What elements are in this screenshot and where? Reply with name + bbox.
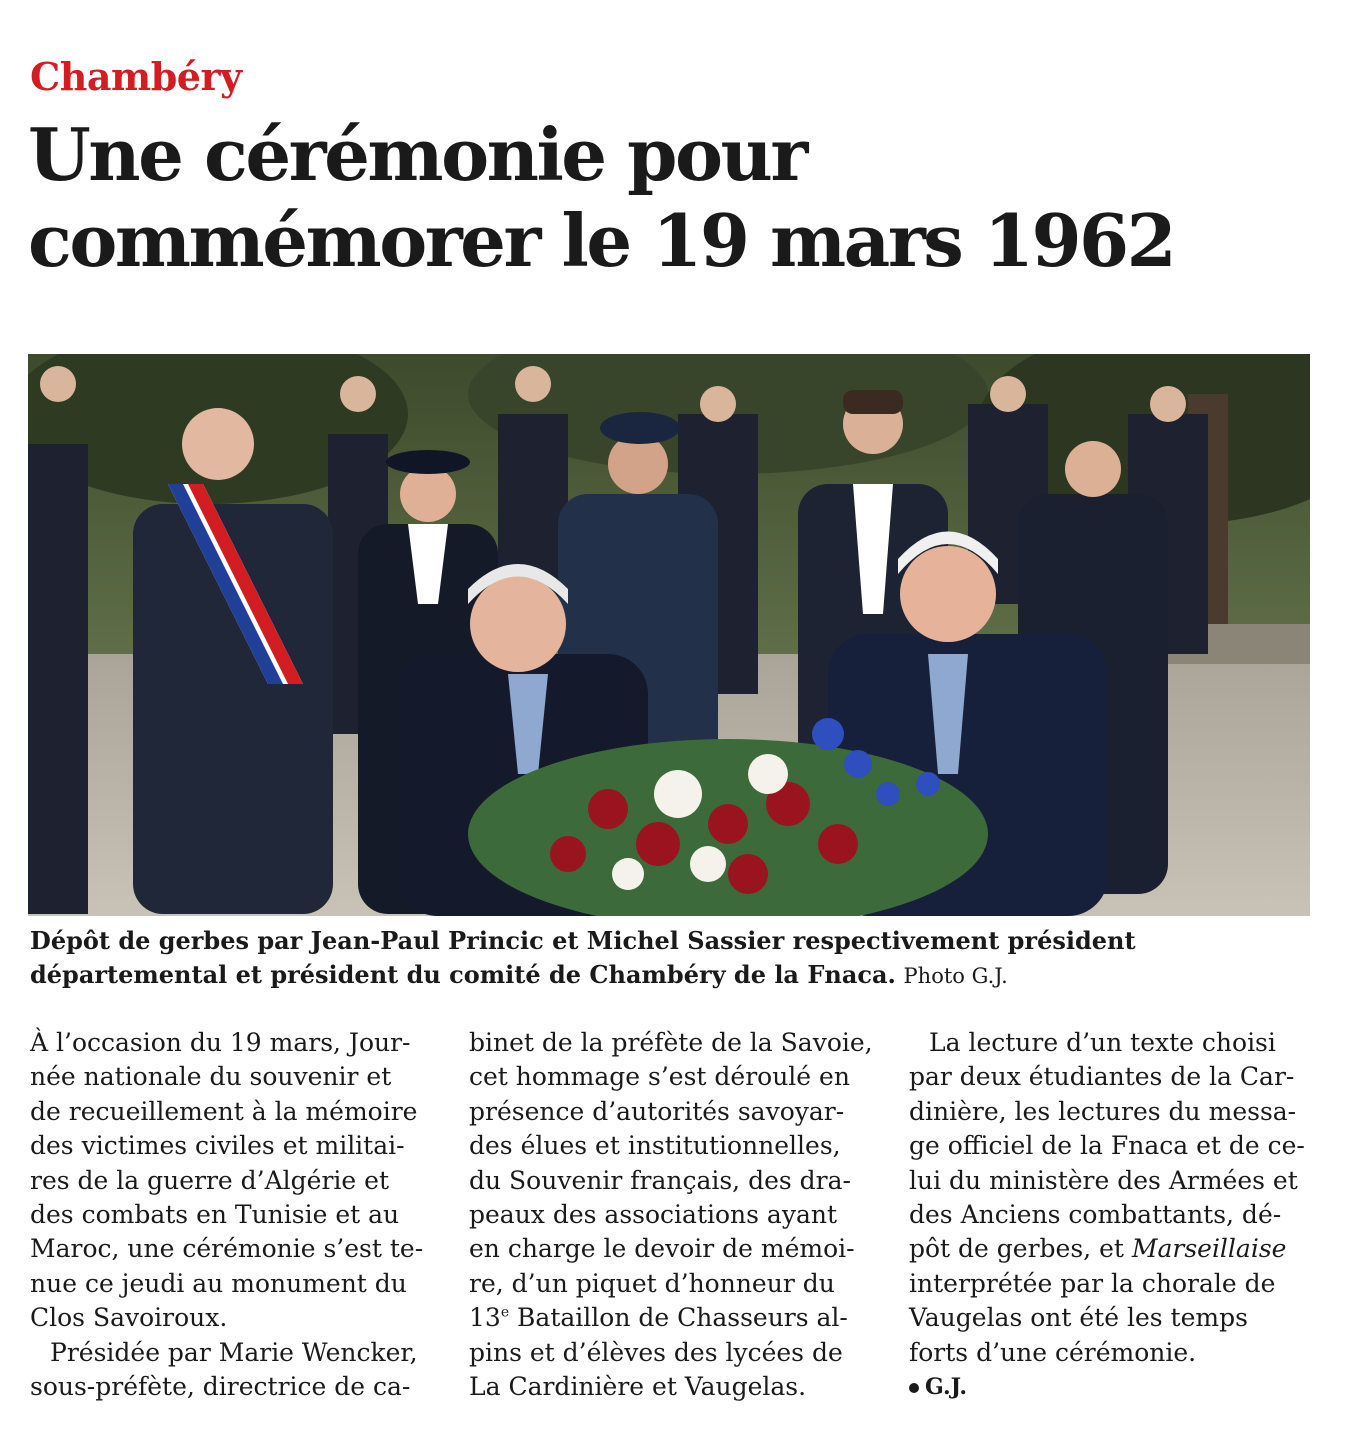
caption-text: Dépôt de gerbes par Jean-Paul Princic et Michel Sassier respectivement président départemental et président du comité de Chambéry de la Fnaca. [30, 926, 1136, 989]
body-line: Vaugelas ont été les temps [909, 1303, 1248, 1333]
body-line: nue ce jeudi au monument du [30, 1268, 407, 1298]
body-line: des Anciens combattants, dé- [909, 1200, 1282, 1230]
headline-line-1: Une cérémonie pour [28, 112, 806, 197]
italic-title: Marseillaise [1131, 1234, 1287, 1264]
body-line: pins et d’élèves des lycées de [469, 1337, 843, 1367]
bullet-icon [909, 1383, 919, 1393]
body-line: des élues et institutionnelles, [469, 1131, 841, 1161]
body-line: en charge le devoir de mémoi- [469, 1234, 855, 1264]
body-line: des victimes civiles et militai- [30, 1131, 405, 1161]
body-line: Clos Savoiroux. [30, 1303, 228, 1333]
byline-text: G.J. [925, 1374, 968, 1401]
body-line: La lecture d’un texte choisi [929, 1028, 1276, 1057]
body-line: Maroc, une cérémonie s’est te- [30, 1234, 424, 1264]
ceremony-photo-illustration [28, 354, 1310, 916]
body-line: res de la guerre d’Algérie et [30, 1165, 389, 1195]
body-line: Présidée par Marie Wencker, [50, 1337, 418, 1367]
body-line: dinière, les lectures du messa- [909, 1096, 1297, 1126]
body-line: de recueillement à la mémoire [30, 1096, 418, 1126]
body-line: des combats en Tunisie et au [30, 1200, 400, 1230]
body-line: binet de la préfète de la Savoie, [469, 1028, 873, 1057]
body-line: du Souvenir français, des dra- [469, 1165, 851, 1195]
body-line [909, 1232, 1309, 1266]
body-line: interprétée par la chorale de [909, 1268, 1276, 1298]
body-column-2 [469, 1026, 873, 1404]
body-line: présence d’autorités savoyar- [469, 1096, 845, 1126]
body-line: par deux étudiantes de la Car- [909, 1062, 1295, 1092]
body-line: re, d’un piquet d’honneur du [469, 1268, 835, 1298]
body-line: La Cardinière et Vaugelas. [469, 1372, 807, 1402]
body-line: sous-préfète, directrice de ca- [30, 1372, 411, 1402]
ordinal-number: 13 [469, 1303, 501, 1333]
ordinal-superscript: e [500, 1304, 510, 1321]
body-line: cet hommage s’est déroulé en [469, 1062, 850, 1092]
body-line: née nationale du souvenir et [30, 1062, 392, 1092]
body-line: lui du ministère des Armées et [909, 1165, 1298, 1195]
ceremony-photo [28, 354, 1310, 916]
headline-line-2: commémorer le 19 mars 1962 [28, 198, 1175, 283]
body-line: peaux des associations ayant [469, 1200, 837, 1230]
body-line-start: pôt de gerbes, et [909, 1234, 1124, 1264]
byline [909, 1370, 1309, 1404]
body-line [469, 1301, 869, 1335]
body-line: forts d’une cérémonie. [909, 1337, 1197, 1367]
headline [28, 112, 1328, 284]
section-kicker: Chambéry [30, 54, 242, 99]
body-column-1 [30, 1026, 430, 1404]
photo-caption [30, 924, 1320, 993]
body-column-3 [909, 1026, 1309, 1404]
body-line: ge officiel de la Fnaca et de ce- [909, 1131, 1305, 1161]
body-line: À l’occasion du 19 mars, Jour- [30, 1028, 411, 1057]
body-line-rest: Bataillon de Chasseurs al- [509, 1303, 848, 1333]
photo-credit: Photo G.J. [903, 964, 1008, 988]
